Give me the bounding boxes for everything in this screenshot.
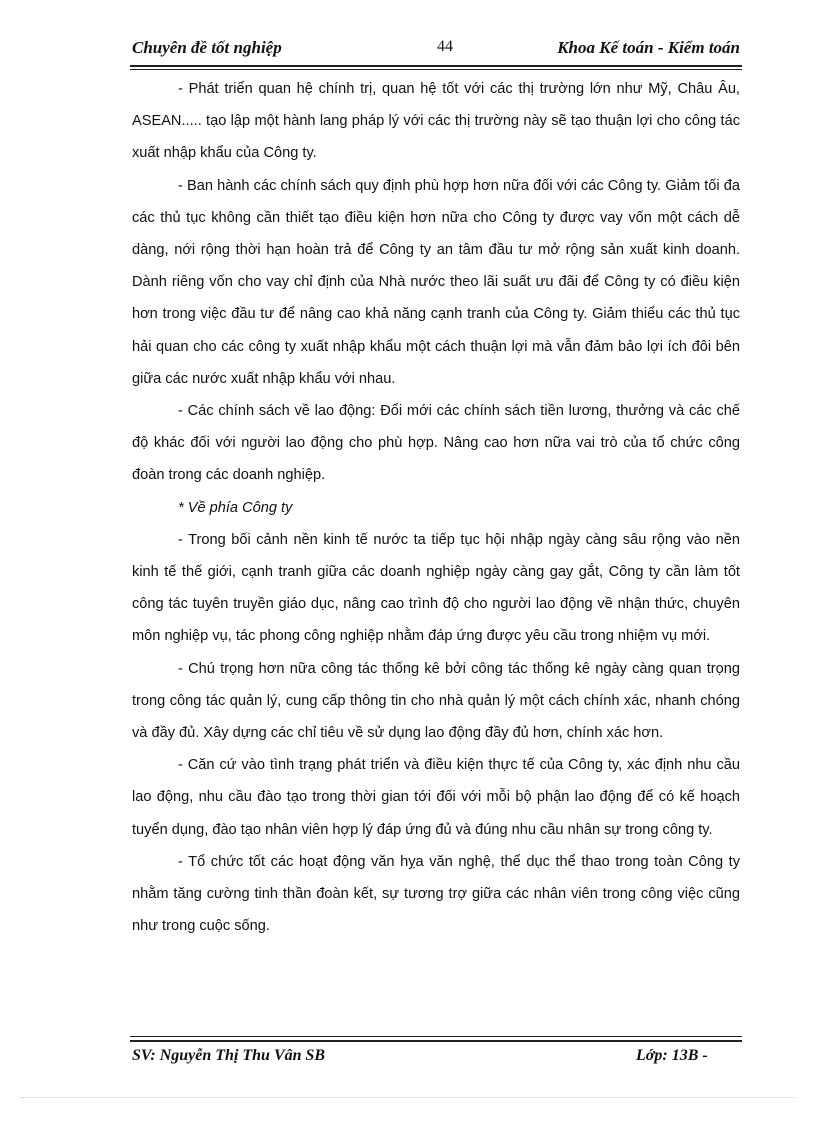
section-subheading: * Về phía Công ty — [178, 499, 293, 516]
page-edge-dotted-line — [20, 1097, 796, 1098]
paragraph: - Căn cứ vào tình trạng phát triển và điều kiện thực tế của Công ty, xác định nhu cầu lao động, nhu cầu đào tạo trong thời gian tới đối với mỗi bộ phận lao động để có kế hoạch tuyển dụng, đào tạo nhân viên hợp lý đáp ứng đủ và đúng nhu cầu nhân sự trong công ty. — [132, 757, 740, 838]
header-department: Khoa Kế toán - Kiểm toán — [557, 38, 740, 57]
header-divider — [130, 65, 742, 67]
document-body — [132, 73, 740, 942]
paragraph: - Phát triển quan hệ chính trị, quan hệ tốt với các thị trường lớn như Mỹ, Châu Âu, ASEAN..... tạo lập một hành lang pháp lý với các thị trường này sẽ tạo thuận lợi cho công tác xuất nhập khẩu của Công ty. — [132, 81, 740, 162]
footer-class: Lớp: 13B - — [636, 1047, 708, 1064]
footer-student: SV: Nguyễn Thị Thu Vân SB — [132, 1047, 326, 1064]
paragraph: - Chú trọng hơn nữa công tác thống kê bởi công tác thống kê ngày càng quan trọng trong công tác quản lý, cung cấp thông tin cho nhà quản lý một cách chính xác, nhanh chóng và đầy đủ. Xây dựng các chỉ tiêu về sử dụng lao động đầy đủ hơn, chính xác hơn. — [132, 660, 740, 742]
header-divider-thin — [130, 69, 742, 70]
paragraph: - Trong bối cảnh nền kinh tế nước ta tiếp tục hội nhập ngày càng sâu rộng vào nền kinh tế thế giới, cạnh tranh giữa các doanh nghiệp ngày càng gay gắt, Công ty cần làm tốt công tác tuyên truyền giáo dục, nâng cao trình độ cho người lao động về nhận thức, chuyên môn nghiệp vụ, tác phong công nghiệp nhằm đáp ứng được yêu cầu trong nhiệm vụ mới. — [132, 531, 740, 645]
page-number: 44 — [437, 38, 453, 55]
paragraph: - Các chính sách về lao động: Đổi mới các chính sách tiền lương, thưởng và các chế độ khác đối với người lao động cho phù hợp. Nâng cao hơn nữa vai trò của tổ chức công đoàn trong các doanh nghiệp. — [132, 403, 740, 484]
footer-divider — [130, 1040, 742, 1042]
paragraph: - Tổ chức tốt các hoạt động văn hỵa văn nghệ, thể dục thể thao trong toàn Công ty nhằm tăng cường tinh thần đoàn kết, sự tương trợ giữa các nhân viên trong công việc cũng như trong cuộc sống. — [132, 853, 740, 935]
header-title: Chuyên đề tốt nghiệp — [132, 38, 282, 57]
footer-divider-thin — [130, 1036, 742, 1037]
paragraph: - Ban hành các chính sách quy định phù hợp hơn nữa đối với các Công ty. Giảm tối đa các thủ tục không cần thiết tạo điều kiện hơn nữa cho Công ty được vay vốn một cách dễ dàng, nới rộng thời hạn hoàn trả để Công ty an tâm đầu tư mở rộng sản xuất kinh doanh. Dành riêng vốn cho vay chỉ định của Nhà nước theo lãi suất ưu đãi để Công ty có điều kiện hơn trong việc đầu tư để nâng cao khả năng cạnh tranh của Công ty. Giảm thiểu các thủ tục hải quan cho các công ty xuất nhập khẩu một cách thuận lợi mà vẫn đảm bảo lợi ích đôi bên giữa các nước xuất nhập khẩu với nhau. — [132, 177, 740, 387]
page-header — [132, 38, 740, 64]
